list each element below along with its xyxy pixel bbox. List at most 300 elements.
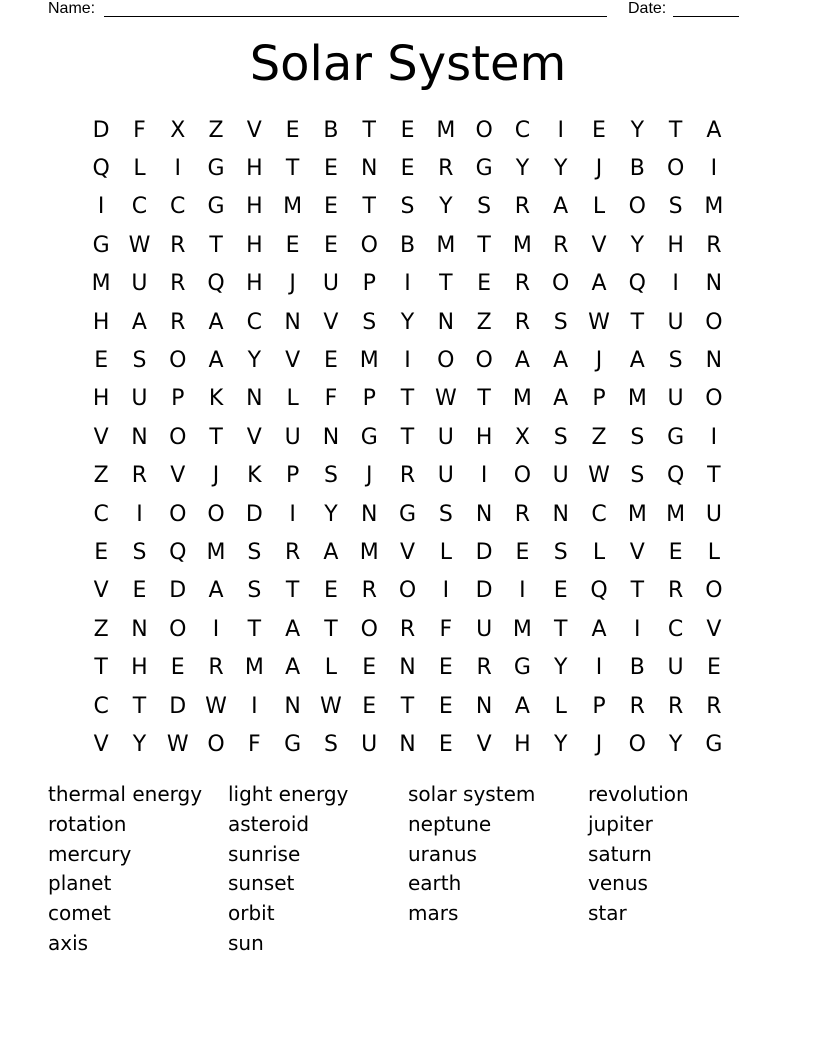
word-list-item: asteroid (228, 811, 310, 836)
grid-letter: T (209, 424, 223, 450)
grid-letter: M (627, 386, 647, 412)
grid-letter: E (362, 693, 377, 719)
grid-letter: S (323, 463, 338, 489)
name-label: Name: (48, 0, 96, 17)
grid-letter: L (286, 386, 299, 412)
grid-letter: S (553, 424, 568, 450)
grid-letter: W (320, 693, 342, 719)
grid-letter: T (630, 578, 645, 604)
grid-letter: W (166, 731, 189, 757)
grid-letter: S (630, 424, 645, 450)
grid-letter: V (93, 578, 109, 604)
grid-letter: G (360, 424, 378, 450)
grid-letter: I (519, 578, 526, 604)
grid-letter: G (207, 156, 225, 182)
grid-letter: N (552, 501, 569, 527)
grid-letter: Q (207, 271, 225, 297)
grid-letter: U (322, 271, 339, 297)
grid-letter: H (514, 731, 531, 757)
grid-letter: E (438, 655, 453, 681)
grid-letter: R (629, 693, 645, 719)
grid-letter: R (476, 655, 492, 681)
grid-letter: P (362, 271, 376, 297)
grid-letter: N (284, 309, 301, 335)
grid-letter: K (208, 386, 224, 412)
grid-letter: J (595, 731, 603, 757)
word-list (48, 780, 768, 959)
grid-letter: R (706, 232, 722, 258)
grid-letter: I (251, 693, 258, 719)
grid-letter: M (627, 501, 647, 527)
grid-letter: I (442, 578, 450, 604)
word-list-item: earth (408, 871, 462, 896)
grid-letter: E (323, 194, 338, 220)
grid-letter: H (667, 232, 684, 258)
grid-letter: F (439, 616, 453, 642)
page-title: Solar System (249, 36, 567, 92)
word-list-item: comet (48, 901, 111, 926)
grid-letter: E (438, 693, 453, 719)
word-list-item: uranus (408, 841, 477, 866)
grid-letter: E (170, 655, 185, 681)
grid-letter: A (514, 693, 530, 719)
grid-letter: I (480, 463, 488, 489)
word-list-item: planet (48, 871, 112, 896)
grid-letter: T (285, 578, 300, 604)
grid-letter: Y (324, 501, 338, 527)
grid-letter: T (132, 693, 147, 719)
grid-letter: H (246, 156, 263, 182)
grid-letter: L (592, 194, 606, 220)
grid-letter: T (400, 424, 415, 450)
grid-letter: J (289, 271, 296, 297)
grid-letter: G (513, 655, 531, 681)
grid-letter: E (592, 117, 606, 143)
grid-letter: X (170, 117, 186, 143)
grid-letter: S (668, 194, 683, 220)
grid-letter: M (359, 348, 379, 374)
grid-letter: T (630, 309, 645, 335)
grid-letter: M (436, 232, 456, 258)
grid-letter: N (705, 348, 723, 374)
grid-letter: O (705, 309, 723, 335)
grid-letter: C (131, 194, 148, 220)
grid-letter: I (710, 156, 718, 182)
grid-letter: Y (553, 655, 568, 681)
grid-letter: G (284, 731, 302, 757)
grid-letter: I (634, 616, 641, 642)
grid-letter: E (323, 156, 338, 182)
grid-letter: S (323, 731, 338, 757)
grid-letter: G (667, 424, 685, 450)
word-list-item: thermal energy (48, 782, 203, 806)
grid-letter: E (706, 655, 721, 681)
grid-letter: C (170, 194, 186, 220)
grid-letter: P (362, 386, 376, 412)
grid-letter: A (208, 348, 224, 374)
grid-letter: U (667, 655, 684, 681)
grid-letter: E (400, 117, 415, 143)
grid-letter: N (475, 501, 493, 527)
grid-letter: V (706, 616, 722, 642)
grid-letter: H (92, 386, 110, 412)
grid-letter: Z (93, 616, 109, 642)
grid-letter: B (323, 117, 339, 143)
grid-letter: D (245, 501, 263, 527)
grid-letter: I (97, 194, 105, 220)
grid-letter: S (553, 539, 568, 565)
grid-letter: E (132, 578, 147, 604)
grid-letter: S (247, 578, 262, 604)
grid-letter: W (205, 693, 227, 719)
grid-letter: U (131, 271, 148, 297)
grid-letter: U (437, 424, 454, 450)
grid-letter: O (169, 348, 187, 374)
grid-letter: M (666, 501, 686, 527)
grid-letter: O (552, 271, 570, 297)
grid-letter: S (630, 463, 645, 489)
grid-letter: R (514, 194, 531, 220)
grid-letter: T (324, 616, 338, 642)
grid-letter: O (475, 117, 493, 143)
grid-letter: Y (630, 232, 645, 258)
grid-letter: U (667, 309, 684, 335)
grid-letter: V (591, 232, 607, 258)
word-list-item: light energy (228, 782, 349, 806)
grid-letter: S (477, 194, 492, 220)
grid-letter: U (667, 386, 684, 412)
grid-letter: V (246, 117, 262, 143)
grid-letter: C (246, 309, 263, 335)
grid-letter: E (323, 232, 338, 258)
grid-letter: E (285, 232, 300, 258)
grid-letter: G (398, 501, 417, 527)
grid-letter: S (668, 348, 683, 374)
grid-letter: R (284, 539, 301, 565)
grid-letter: E (94, 539, 109, 565)
grid-letter: U (361, 731, 378, 757)
grid-letter: A (706, 117, 722, 143)
grid-letter: I (557, 117, 564, 143)
grid-letter: O (628, 731, 646, 757)
grid-letter: S (132, 539, 147, 565)
grid-letter: Y (132, 731, 147, 757)
grid-letter: M (91, 271, 111, 297)
grid-letter: N (360, 501, 378, 527)
grid-letter: O (475, 348, 493, 374)
grid-letter: E (94, 348, 109, 374)
grid-letter: E (515, 539, 530, 565)
grid-letter: G (705, 731, 723, 757)
grid-letter: V (399, 539, 416, 565)
grid-letter: Y (439, 194, 453, 220)
grid-letter: A (131, 309, 147, 335)
word-list-item: mars (408, 901, 459, 926)
grid-letter: R (514, 309, 531, 335)
grid-letter: A (591, 616, 607, 642)
grid-letter: A (553, 386, 569, 412)
grid-letter: S (553, 309, 568, 335)
grid-letter: U (476, 616, 493, 642)
grid-letter: P (285, 463, 300, 489)
grid-letter: M (206, 539, 226, 565)
grid-letter: N (284, 693, 301, 719)
grid-letter: T (285, 156, 300, 182)
grid-letter: B (629, 655, 645, 681)
grid-letter: Y (668, 731, 683, 757)
grid-letter: Z (591, 424, 607, 450)
grid-letter: U (552, 463, 569, 489)
grid-letter: I (212, 616, 220, 642)
grid-letter: A (285, 655, 301, 681)
grid-letter: V (323, 309, 339, 335)
date-blank-line[interactable] (673, 16, 739, 17)
grid-letter: O (169, 424, 187, 450)
grid-letter: O (666, 156, 685, 182)
grid-letter: Q (169, 539, 187, 565)
grid-letter: R (361, 578, 377, 604)
grid-letter: T (247, 616, 262, 642)
grid-letter: N (322, 424, 340, 450)
grid-letter: W (434, 386, 457, 412)
grid-letter: V (93, 731, 109, 757)
grid-letter: A (553, 194, 569, 220)
grid-letter: B (399, 232, 416, 258)
grid-letter: D (475, 578, 493, 604)
grid-letter: T (668, 117, 683, 143)
grid-letter: N (246, 386, 263, 412)
grid-letter: M (359, 539, 379, 565)
grid-letter: E (362, 655, 377, 681)
grid-letter: Q (92, 156, 110, 182)
grid-letter: R (514, 271, 531, 297)
word-list-item: sunrise (228, 841, 301, 866)
grid-letter: F (324, 386, 338, 412)
word-list-item: axis (48, 930, 89, 955)
grid-letter: O (360, 616, 378, 642)
grid-letter: Y (400, 309, 415, 335)
grid-letter: O (513, 463, 532, 489)
grid-letter: F (248, 731, 261, 757)
grid-letter: A (208, 309, 224, 335)
grid-letter: A (591, 271, 607, 297)
grid-letter: D (169, 693, 187, 719)
grid-letter: U (284, 424, 301, 450)
grid-letter: T (439, 271, 453, 297)
grid-letter: R (667, 693, 684, 719)
grid-letter: Z (476, 309, 492, 335)
grid-letter: N (131, 616, 148, 642)
grid-letter: R (170, 309, 186, 335)
grid-letter: W (588, 309, 610, 335)
grid-letter: R (399, 463, 416, 489)
grid-letter: E (323, 348, 338, 374)
grid-letter: V (285, 348, 301, 374)
grid-letter: O (628, 194, 646, 220)
grid-letter: P (592, 693, 606, 719)
grid-letter: A (285, 616, 301, 642)
grid-letter: E (400, 156, 415, 182)
word-list-item: revolution (588, 782, 689, 806)
grid-letter: T (209, 232, 223, 258)
grid-letter: M (512, 232, 532, 258)
grid-letter: A (323, 539, 339, 565)
grid-letter: A (553, 348, 569, 374)
grid-letter: N (705, 271, 723, 297)
grid-letter: O (705, 386, 723, 412)
grid-letter: H (246, 232, 263, 258)
grid-letter: O (705, 578, 723, 604)
header-line (48, 0, 748, 20)
grid-letter: A (514, 348, 530, 374)
word-list-item: mercury (48, 841, 132, 866)
grid-letter: M (436, 117, 456, 143)
grid-letter: X (514, 424, 530, 450)
grid-letter: C (93, 501, 109, 527)
grid-letter: E (438, 731, 453, 757)
grid-letter: M (704, 194, 724, 220)
grid-letter: J (595, 348, 603, 374)
grid-letter: T (94, 655, 108, 681)
word-list-item: sun (228, 930, 264, 955)
grid-letter: O (207, 731, 225, 757)
grid-letter: T (477, 386, 491, 412)
grid-letter: E (668, 539, 683, 565)
grid-letter: C (591, 501, 607, 527)
grid-letter: I (404, 271, 411, 297)
grid-letter: I (289, 501, 296, 527)
word-list-item: rotation (48, 811, 127, 836)
grid-letter: H (131, 655, 148, 681)
grid-letter: Y (247, 348, 262, 374)
grid-letter: H (475, 424, 493, 450)
grid-letter: R (553, 232, 569, 258)
grid-letter: C (93, 693, 109, 719)
grid-letter: L (707, 539, 721, 565)
grid-letter: V (246, 424, 262, 450)
grid-letter: T (362, 194, 376, 220)
grid-letter: G (475, 156, 493, 182)
grid-letter: L (324, 655, 338, 681)
grid-letter: N (399, 731, 416, 757)
grid-letter: F (133, 117, 146, 143)
grid-letter: C (514, 117, 531, 143)
date-label: Date: (628, 0, 667, 17)
grid-letter: H (246, 271, 263, 297)
grid-letter: I (136, 501, 143, 527)
word-list-item: orbit (228, 901, 275, 926)
grid-letter: Q (590, 578, 608, 604)
grid-letter: H (246, 194, 263, 220)
grid-letter: G (92, 232, 110, 258)
name-blank-line[interactable] (104, 16, 607, 17)
grid-letter: N (437, 309, 455, 335)
grid-letter: Y (515, 156, 530, 182)
grid-letter: O (398, 578, 417, 604)
grid-letter: E (285, 117, 300, 143)
grid-letter: N (360, 156, 378, 182)
word-list-item: star (588, 901, 627, 926)
grid-letter: O (437, 348, 455, 374)
grid-letter: R (208, 655, 224, 681)
grid-letter: Q (628, 271, 646, 297)
grid-letter: O (169, 616, 187, 642)
grid-letter: A (208, 578, 224, 604)
grid-letter: T (400, 386, 415, 412)
grid-letter: G (207, 194, 225, 220)
grid-letter: J (212, 463, 220, 489)
grid-letter: O (169, 501, 187, 527)
grid-letter: W (588, 463, 610, 489)
word-list-item: sunset (228, 871, 295, 896)
word-list-item: venus (588, 871, 648, 896)
grid-letter: R (706, 693, 722, 719)
grid-letter: N (475, 693, 493, 719)
grid-letter: E (553, 578, 568, 604)
grid-letter: U (437, 463, 454, 489)
grid-letter: Y (630, 117, 645, 143)
grid-letter: I (710, 424, 718, 450)
grid-letter: J (365, 463, 373, 489)
grid-letter: T (553, 616, 568, 642)
grid-letter: Z (208, 117, 224, 143)
grid-letter: M (512, 386, 532, 412)
grid-letter: O (360, 232, 378, 258)
grid-letter: R (514, 501, 531, 527)
grid-letter: P (592, 386, 606, 412)
grid-letter: S (362, 309, 377, 335)
grid-letter: N (399, 655, 416, 681)
grid-letter: T (362, 117, 376, 143)
grid-letter: Y (553, 731, 568, 757)
grid-letter: R (438, 156, 454, 182)
grid-letter: R (667, 578, 684, 604)
grid-letter: Q (666, 463, 685, 489)
grid-letter: V (170, 463, 186, 489)
grid-letter: E (477, 271, 492, 297)
grid-letter: L (554, 693, 567, 719)
grid-letter: E (323, 578, 338, 604)
grid-letter: H (92, 309, 110, 335)
grid-letter: J (595, 156, 603, 182)
grid-letter: I (174, 156, 181, 182)
grid-letter: B (629, 156, 645, 182)
grid-letter: T (707, 463, 721, 489)
grid-letter: C (667, 616, 684, 642)
grid-letter: U (705, 501, 722, 527)
grid-letter: I (404, 348, 411, 374)
grid-letter: Y (553, 156, 568, 182)
grid-letter: R (170, 232, 186, 258)
grid-letter: R (170, 271, 186, 297)
grid-letter: D (169, 578, 187, 604)
grid-letter: V (93, 424, 109, 450)
word-list-item: jupiter (588, 811, 653, 836)
grid-letter: I (672, 271, 679, 297)
grid-letter: Z (93, 463, 109, 489)
grid-letter: S (438, 501, 453, 527)
grid-letter: S (132, 348, 147, 374)
grid-letter: V (629, 539, 645, 565)
word-list-item: saturn (588, 841, 652, 866)
grid-letter: L (439, 539, 452, 565)
grid-letter: S (247, 539, 262, 565)
grid-letter: M (512, 616, 532, 642)
grid-letter: A (629, 348, 645, 374)
grid-letter: K (247, 463, 262, 489)
grid-letter: R (131, 463, 148, 489)
grid-letter: U (131, 386, 148, 412)
